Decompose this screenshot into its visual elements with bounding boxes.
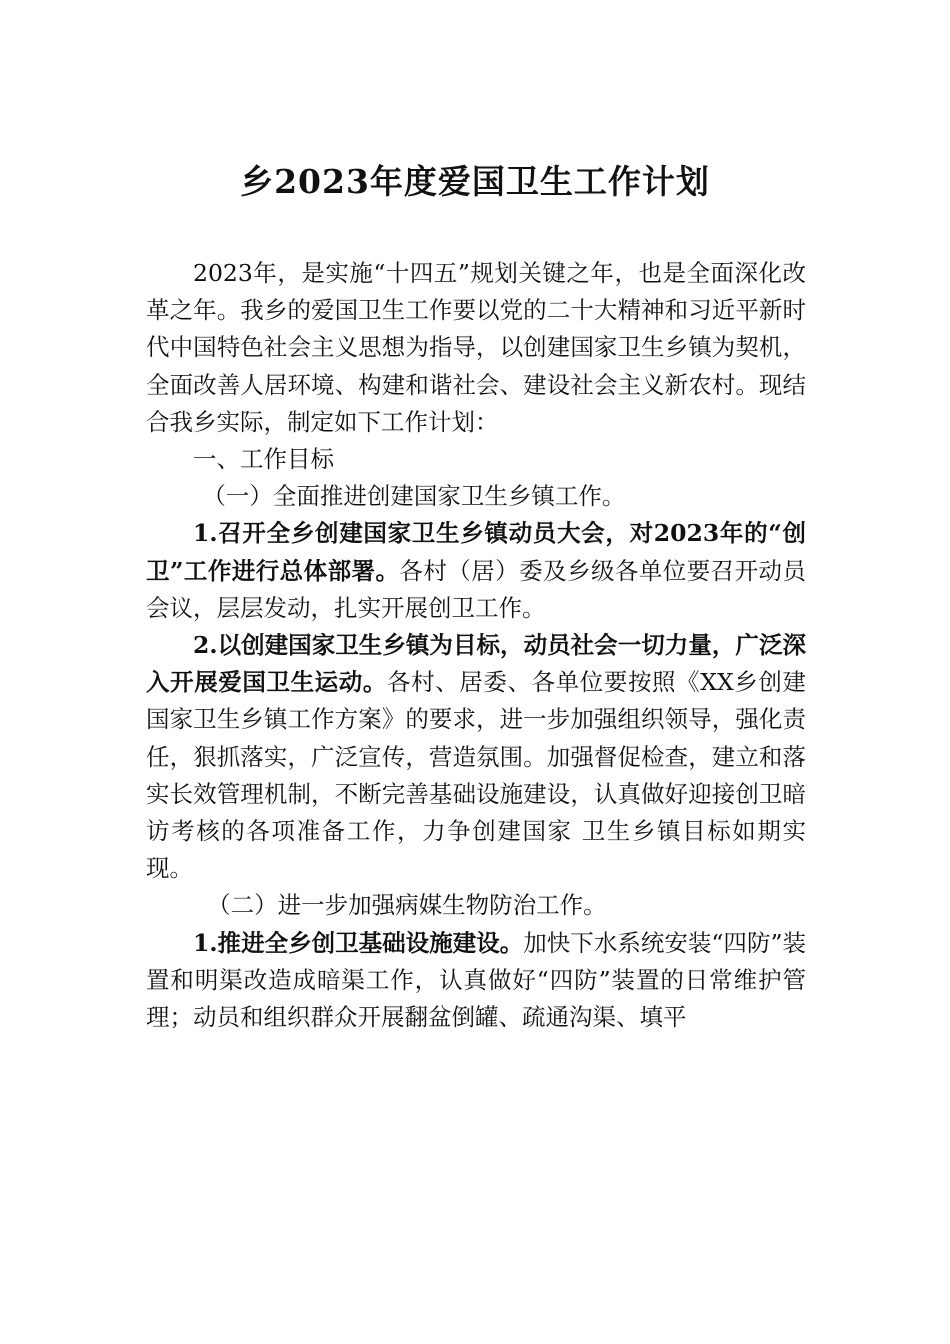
item-lead-1-2: 2.以创建国家卫生乡镇为目标，动员社会一切力量，广泛深入开展爱国卫生运动。 <box>146 631 806 697</box>
item-lead-2-1: 1.推进全乡创卫基础设施建设。 <box>193 928 524 957</box>
item-lead-1-1: 1.召开全乡创建国家卫生乡镇动员大会，对2023年的“创卫”工作进行总体部署。 <box>146 519 806 585</box>
item-paragraph-1-1 <box>146 515 806 627</box>
subsection-heading-1: （一）全面推进创建国家卫生乡镇工作。 <box>202 482 626 511</box>
document-body <box>146 255 806 1036</box>
item-paragraph-1-2 <box>146 627 806 887</box>
item-text-2-1: 加快下水系统安装“四防”装置和明渠改造成暗渠工作，认真做好“四防”装置的日常维护管理；动员和组织群众开展翻盆倒罐、疏通沟渠、填平 <box>146 928 806 1032</box>
intro-paragraph: 2023年，是实施“十四五”规划关键之年，也是全面深化改革之年。我乡的爱国卫生工作要以党的二十大精神和习近平新时代中国特色社会主义思想为指导，以创建国家卫生乡镇为契机，全面改善人居环境、构建和谐社会、建设社会主义新农村。现结合我乡实际，制定如下工作计划： <box>146 259 806 436</box>
subsection-heading-2: （二）进一步加强病媒生物防治工作。 <box>207 891 607 920</box>
item-text-1-2: 各村、居委、各单位要按照《XX乡创建国家卫生乡镇工作方案》的要求，进一步加强组织领导，强化责任，狠抓落实，广泛宣传，营造氛围。加强督促检查，建立和落实长效管理机制，不断完善基础设施建设，认真做好迎接创卫暗访考核的各项准备工作，力争创建国家 卫生乡镇目标如期实现。 <box>146 668 807 883</box>
item-text-1-1: 各村（居）委及乡级各单位要召开动员会议，层层发动，扎实开展创卫工作。 <box>146 556 806 622</box>
document-title: 乡2023年度爱国卫生工作计划 <box>240 162 710 201</box>
item-paragraph-2-1 <box>146 925 806 1037</box>
section-heading-goals: 一、工作目标 <box>193 445 334 474</box>
